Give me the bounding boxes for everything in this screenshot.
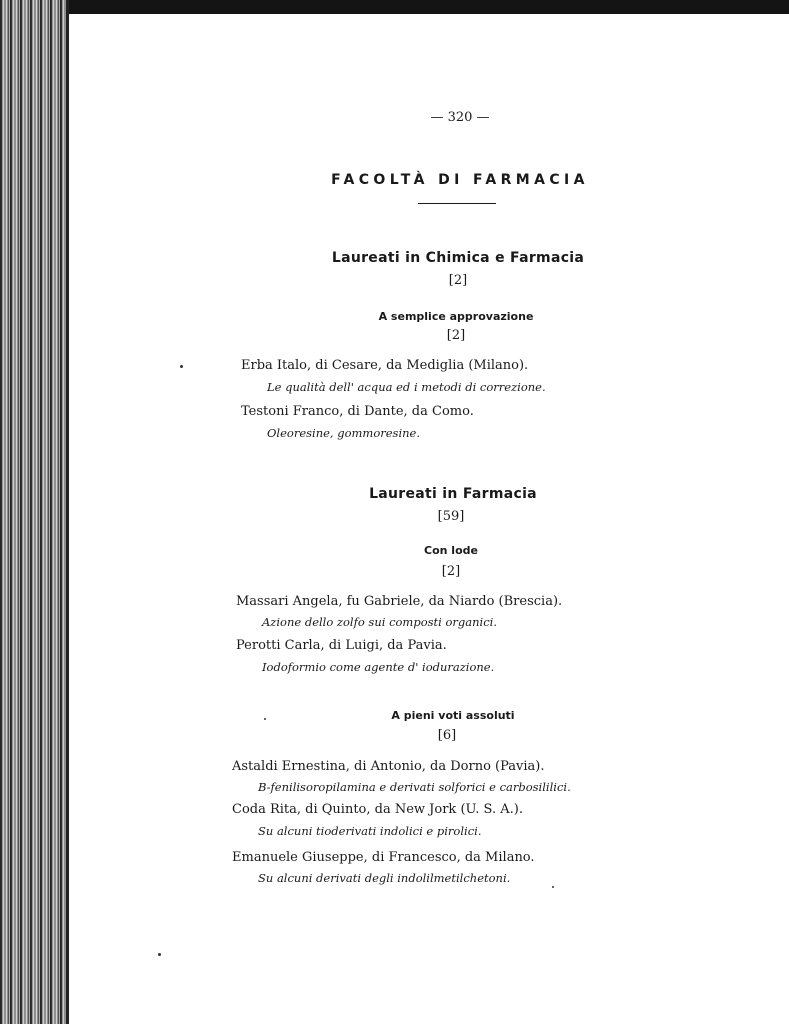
thesis-title: Su alcuni derivati degli indolilmetilchetoni. <box>258 871 511 885</box>
scan-speck <box>264 718 266 720</box>
thesis-title: Su alcuni tioderivati indolici e pirolici. <box>258 824 482 838</box>
section-count: [59] <box>437 509 465 524</box>
graduate-name: Erba Italo, di Cesare, da Mediglia (Milano). <box>241 358 529 373</box>
scan-speck <box>180 365 183 368</box>
thesis-title: B-fenilisoropilamina e derivati solforici e carbosililici. <box>258 780 571 794</box>
subsection-heading-pieni-voti: A pieni voti assoluti <box>391 709 515 722</box>
page-gutter-edge <box>66 0 69 1024</box>
thesis-title: Le qualità dell' acqua ed i metodi di correzione. <box>267 380 546 394</box>
thesis-title: Iodoformio come agente d' iodurazione. <box>262 660 495 674</box>
graduate-name: Testoni Franco, di Dante, da Como. <box>241 404 474 419</box>
scan-speck <box>552 886 554 888</box>
scan-top-edge <box>0 0 789 14</box>
page-number: — 320 — <box>430 110 490 125</box>
graduate-name: Coda Rita, di Quinto, da New Jork (U. S. A.). <box>232 802 523 817</box>
thesis-title: Azione dello zolfo sui composti organici. <box>262 615 497 629</box>
section-heading-farmacia: Laureati in Farmacia <box>369 486 537 502</box>
title-rule <box>418 203 496 204</box>
scan-speck <box>158 953 161 956</box>
book-spine-binding <box>0 0 68 1024</box>
graduate-name: Perotti Carla, di Luigi, da Pavia. <box>236 638 447 653</box>
page-title: FACOLTÀ DI FARMACIA <box>331 172 589 188</box>
subsection-count: [2] <box>446 328 466 343</box>
section-count: [2] <box>448 273 468 288</box>
graduate-name: Massari Angela, fu Gabriele, da Niardo (Brescia). <box>236 594 563 609</box>
subsection-heading-con-lode: Con lode <box>424 544 478 557</box>
graduate-name: Astaldi Ernestina, di Antonio, da Dorno (Pavia). <box>232 759 545 774</box>
thesis-title: Oleoresine, gommoresine. <box>267 426 421 440</box>
subsection-count: [2] <box>441 564 461 579</box>
graduate-name: Emanuele Giuseppe, di Francesco, da Milano. <box>232 850 535 865</box>
section-heading-chimica-farmacia: Laureati in Chimica e Farmacia <box>331 250 585 266</box>
subsection-count: [6] <box>437 728 457 743</box>
subsection-heading-semplice-approvazione: A semplice approvazione <box>378 310 534 323</box>
